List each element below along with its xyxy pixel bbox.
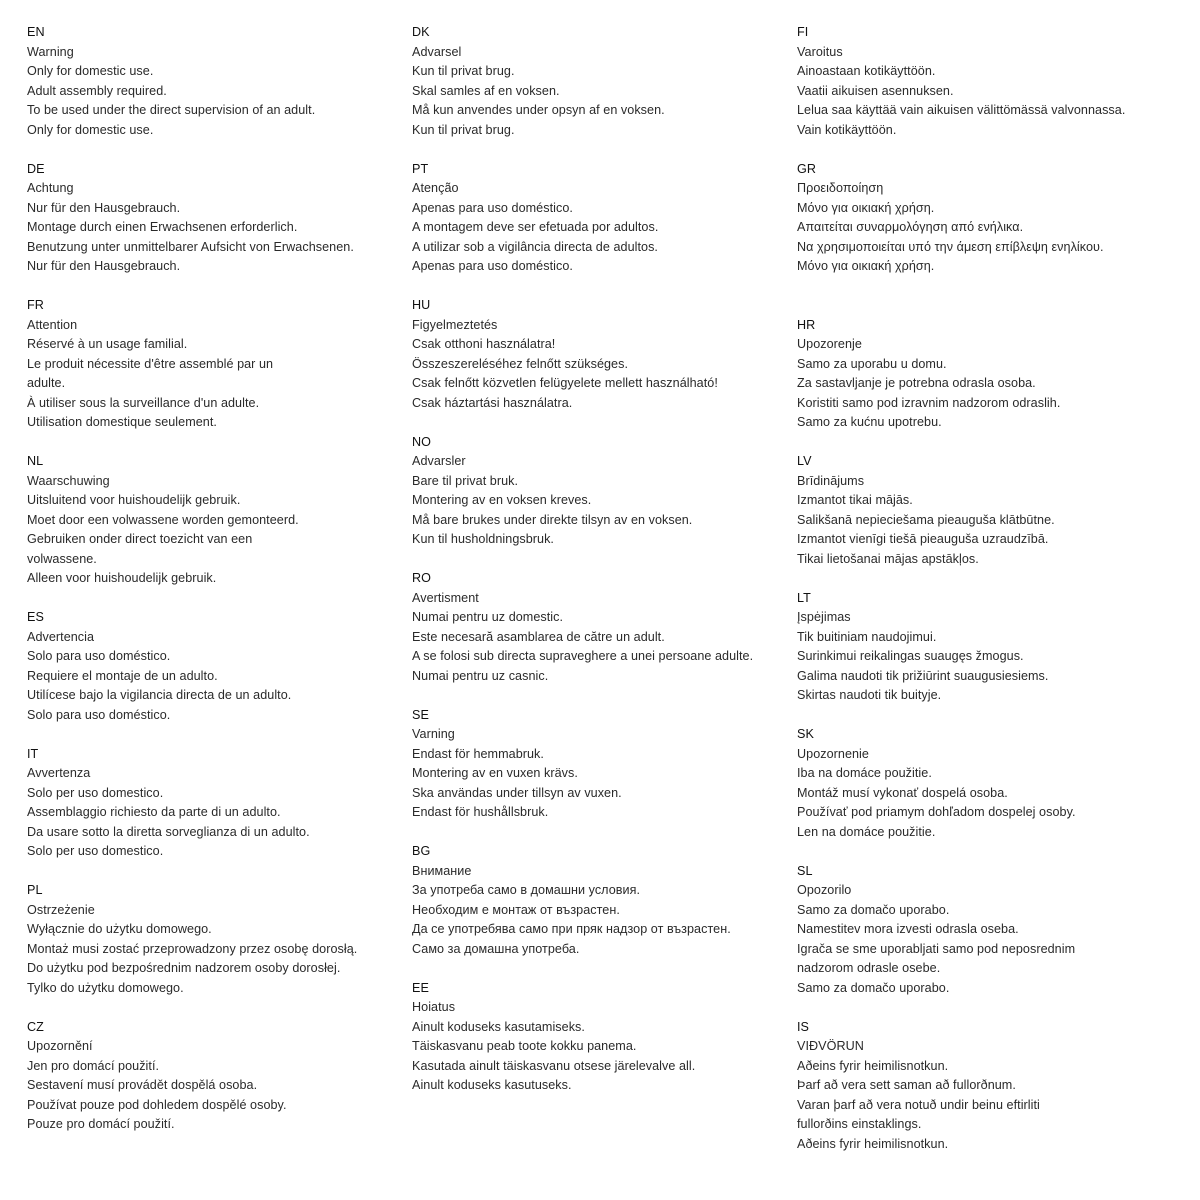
language-code: GR xyxy=(797,161,816,176)
warning-block-hr xyxy=(797,316,1187,433)
warning-text-line: Nur für den Hausgebrauch. xyxy=(27,259,181,273)
warning-block-bg xyxy=(412,842,787,959)
warning-text-line: Μόνο για οικιακή χρήση. xyxy=(797,259,935,273)
warning-text-line: Len na domáce použitie. xyxy=(797,824,936,839)
warning-block-de xyxy=(27,160,397,277)
language-code: PT xyxy=(412,161,429,176)
warning-text-line: Ainoastaan kotikäyttöön. xyxy=(797,64,936,78)
block-spacer xyxy=(797,433,1187,453)
warning-text-line: Aðeins fyrir heimilisnotkun. xyxy=(797,1058,949,1073)
warning-text-line: Wyłącznie do użytku domowego. xyxy=(27,922,212,936)
warning-heading: Внимание xyxy=(412,863,472,878)
warning-text-line: Iba na domáce použitie. xyxy=(797,766,932,780)
warning-text-line: Aðeins fyrir heimilisnotkun. xyxy=(797,1136,949,1151)
column-middle xyxy=(412,23,787,1096)
warning-heading: Προειδοποίηση xyxy=(797,181,884,195)
warning-text-line: Lelua saa käyttää vain aikuisen välittömässä valvonnassa. xyxy=(797,103,1126,117)
warning-text-line: Benutzung unter unmittelbarer Aufsicht von Erwachsenen. xyxy=(27,239,354,254)
warning-text-line: Solo para uso doméstico. xyxy=(27,707,171,722)
warning-heading: Upozorenje xyxy=(797,337,862,351)
warning-block-lv xyxy=(797,452,1187,569)
warning-text-line: Galima naudoti tik prižiūrint suaugusiesiems. xyxy=(797,668,1049,683)
block-spacer xyxy=(797,296,1187,316)
warning-text-line: Montáž musí vykonať dospelá osoba. xyxy=(797,785,1008,800)
warning-text-line: Да се употребява само при пряк надзор от възрастен. xyxy=(412,922,731,936)
block-spacer xyxy=(412,550,787,570)
warning-text-line: Pouze pro domácí použití. xyxy=(27,1117,175,1131)
warning-text-line: Utilisation domestique seulement. xyxy=(27,415,217,429)
warning-heading: Upozornění xyxy=(27,1039,93,1053)
column-left xyxy=(27,23,397,1135)
warning-block-nl xyxy=(27,452,397,589)
warning-text-line: Endast för hemmabruk. xyxy=(412,746,544,761)
language-code: SL xyxy=(797,863,813,878)
warning-text-line: Namestitev mora izvesti odrasla oseba. xyxy=(797,922,1019,936)
warning-text-line: Numai pentru uz casnic. xyxy=(412,668,549,683)
block-spacer xyxy=(797,140,1187,160)
warning-block-sk xyxy=(797,725,1187,842)
warning-text-line: Adult assembly required. xyxy=(27,83,167,98)
warning-text-line: Vain kotikäyttöön. xyxy=(797,122,897,137)
block-spacer xyxy=(27,589,397,609)
warning-heading: Figyelmeztetés xyxy=(412,317,498,332)
warning-text-line: Za sastavljanje je potrebna odrasla osoba. xyxy=(797,376,1036,390)
warning-text-line: Requiere el montaje de un adulto. xyxy=(27,668,218,683)
warning-text-line: Kun til privat brug. xyxy=(412,122,515,137)
warning-block-dk xyxy=(412,23,787,140)
warning-text-line: Samo za kućnu upotrebu. xyxy=(797,415,942,429)
block-spacer xyxy=(412,686,787,706)
warning-text-line: Používať pod priamym dohľadom dospelej osoby. xyxy=(797,805,1076,819)
warning-text-line: Réservé à un usage familial. xyxy=(27,337,188,351)
warning-heading: Upozornenie xyxy=(797,746,869,761)
warning-block-is xyxy=(797,1018,1187,1155)
warning-text-line: A se folosi sub directa supraveghere a unei persoane adulte. xyxy=(412,649,754,663)
warning-text-line: Kun til privat brug. xyxy=(412,64,515,78)
block-spacer xyxy=(27,862,397,882)
warning-text-line: Apenas para uso doméstico. xyxy=(412,200,573,215)
block-spacer xyxy=(412,959,787,979)
warning-text-line: Csak felnőtt közvetlen felügyelete mellett használható! xyxy=(412,376,718,390)
warning-block-cz xyxy=(27,1018,397,1135)
warning-text-line: À utiliser sous la surveillance d'un adulte. xyxy=(27,395,260,410)
warning-text-line: A utilizar sob a vigilância directa de adultos. xyxy=(412,239,658,254)
warning-text-line: Varan þarf að vera notuð undir beinu eftirliti xyxy=(797,1097,1040,1112)
language-code: SE xyxy=(412,707,429,722)
warning-text-line: volwassene. xyxy=(27,551,97,566)
warning-text-line: Utilícese bajo la vigilancia directa de un adulto. xyxy=(27,688,292,702)
warning-heading: Atenção xyxy=(412,181,459,195)
warning-heading: Avertisment xyxy=(412,590,479,605)
warning-block-pl xyxy=(27,881,397,998)
language-code: PL xyxy=(27,883,43,897)
warning-text-line: Jen pro domácí použití. xyxy=(27,1058,160,1073)
warning-text-line: A montagem deve ser efetuada por adultos. xyxy=(412,220,659,234)
warning-block-lt xyxy=(797,589,1187,706)
warning-heading: Warning xyxy=(27,44,74,59)
language-code: EE xyxy=(412,980,429,995)
warning-text-line: fullorðins einstaklings. xyxy=(797,1117,922,1131)
warning-text-line: adulte. xyxy=(27,376,66,390)
warning-text-line: Csak háztartási használatra. xyxy=(412,395,573,410)
warning-text-line: Tikai lietošanai mājas apstākļos. xyxy=(797,551,979,566)
warning-text-line: Montering av en vuxen krävs. xyxy=(412,766,578,780)
warning-text-line: Összeszereléséhez felnőtt szükséges. xyxy=(412,356,628,371)
block-spacer xyxy=(27,140,397,160)
block-spacer xyxy=(27,433,397,453)
warning-text-line: Montering av en voksen kreves. xyxy=(412,493,592,507)
language-code: LT xyxy=(797,590,811,605)
language-code: CZ xyxy=(27,1019,44,1034)
language-code: LV xyxy=(797,454,812,468)
warning-text-line: Izmantot tikai mājās. xyxy=(797,493,913,507)
warning-block-pt xyxy=(412,160,787,277)
warning-text-line: Surinkimui reikalingas suaugęs žmogus. xyxy=(797,649,1024,663)
warning-text-line: Ainult koduseks kasutamiseks. xyxy=(412,1019,585,1034)
warning-heading: Įspėjimas xyxy=(797,610,851,624)
warning-text-line: Må kun anvendes under opsyn af en voksen. xyxy=(412,103,665,117)
warning-text-line: Do użytku pod bezpośrednim nadzorem osoby dorosłej. xyxy=(27,961,341,975)
warning-heading: Waarschuwing xyxy=(27,473,110,488)
language-code: HR xyxy=(797,317,816,332)
warning-text-line: Ainult koduseks kasutuseks. xyxy=(412,1078,572,1092)
language-code: FR xyxy=(27,298,44,312)
warning-block-ee xyxy=(412,979,787,1096)
warning-text-line: Skal samles af en voksen. xyxy=(412,83,560,98)
warning-block-gr xyxy=(797,160,1187,277)
warning-text-line: Να χρησιμοποιείται υπό την άμεση επίβλεψη ενηλίκου. xyxy=(797,239,1104,254)
warning-text-line: Koristiti samo pod izravnim nadzorom odraslih. xyxy=(797,395,1061,410)
language-code: HU xyxy=(412,298,431,312)
warning-heading: Brīdinājums xyxy=(797,473,865,488)
warning-text-line: Þarf að vera sett saman að fullorðnum. xyxy=(797,1078,1016,1092)
warning-text-line: Solo para uso doméstico. xyxy=(27,649,171,663)
warning-block-sl xyxy=(797,862,1187,999)
block-spacer xyxy=(27,998,397,1018)
warning-text-line: Sestavení musí provádět dospělá osoba. xyxy=(27,1078,258,1092)
warning-heading: VIÐVÖRUN xyxy=(797,1039,864,1053)
language-code: FI xyxy=(797,25,809,39)
warning-text-line: Tik buitiniam naudojimui. xyxy=(797,629,937,644)
warning-text-line: Salikšanā nepieciešama pieauguša klātbūtne. xyxy=(797,512,1055,527)
block-spacer xyxy=(412,823,787,843)
warning-text-line: Da usare sotto la diretta sorveglianza di un adulto. xyxy=(27,824,310,839)
block-spacer xyxy=(412,413,787,433)
warning-text-line: Montage durch einen Erwachsenen erforderlich. xyxy=(27,220,298,234)
warning-heading: Achtung xyxy=(27,181,74,195)
warning-text-line: Uitsluitend voor huishoudelijk gebruik. xyxy=(27,493,241,507)
warning-text-line: Само за домашна употреба. xyxy=(412,941,580,956)
warning-text-line: Assemblaggio richiesto da parte di un adulto. xyxy=(27,805,281,819)
warning-block-en xyxy=(27,23,397,140)
block-spacer xyxy=(797,277,1187,297)
warning-block-se xyxy=(412,706,787,823)
language-code: RO xyxy=(412,571,431,585)
warning-text-line: Необходим е монтаж от възрастен. xyxy=(412,902,620,917)
block-spacer xyxy=(797,569,1187,589)
warning-text-line: За употреба само в домашни условия. xyxy=(412,883,641,897)
warning-heading: Advarsler xyxy=(412,454,466,468)
warning-heading: Advertencia xyxy=(27,629,95,644)
warning-text-line: Igrača se sme uporabljati samo pod neposrednim xyxy=(797,941,1076,956)
warning-text-line: Må bare brukes under direkte tilsyn av en voksen. xyxy=(412,512,693,527)
block-spacer xyxy=(797,706,1187,726)
warning-text-line: Απαιτείται συναρμολόγηση από ενήλικα. xyxy=(797,220,1024,234)
warning-text-line: Alleen voor huishoudelijk gebruik. xyxy=(27,571,217,585)
warning-text-line: Montaż musi zostać przeprowadzony przez osobę dorosłą. xyxy=(27,941,358,956)
language-code: NL xyxy=(27,454,44,468)
warning-text-line: Täiskasvanu peab toote kokku panema. xyxy=(412,1039,637,1053)
warning-heading: Varoitus xyxy=(797,44,843,59)
column-right xyxy=(797,23,1187,1154)
warning-text-line: Používat pouze pod dohledem dospělé osoby. xyxy=(27,1097,287,1112)
warning-text-line: Csak otthoni használatra! xyxy=(412,337,556,351)
warning-text-line: Moet door een volwassene worden gemonteerd. xyxy=(27,512,299,527)
block-spacer xyxy=(797,842,1187,862)
language-code: ES xyxy=(27,610,44,624)
language-code: IS xyxy=(797,1019,809,1034)
warning-heading: Opozorilo xyxy=(797,883,852,897)
warning-text-line: Nur für den Hausgebrauch. xyxy=(27,200,181,215)
language-code: NO xyxy=(412,434,431,449)
warning-text-line: Ska användas under tillsyn av vuxen. xyxy=(412,785,622,800)
block-spacer xyxy=(797,998,1187,1018)
warning-block-fi xyxy=(797,23,1187,140)
warning-text-line: Izmantot vienīgi tiešā pieauguša uzraudzībā. xyxy=(797,532,1049,546)
warning-text-line: To be used under the direct supervision of an adult. xyxy=(27,103,316,117)
warning-block-ro xyxy=(412,569,787,686)
warning-heading: Ostrzeżenie xyxy=(27,902,95,917)
warning-heading: Varning xyxy=(412,727,455,741)
warning-block-es xyxy=(27,608,397,725)
warning-text-line: Samo za uporabu u domu. xyxy=(797,356,947,371)
warning-text-line: Tylko do użytku domowego. xyxy=(27,980,184,995)
language-code: BG xyxy=(412,844,431,858)
language-code: DK xyxy=(412,25,430,39)
language-code: SK xyxy=(797,727,814,741)
warning-text-line: Kun til husholdningsbruk. xyxy=(412,532,554,546)
warning-text-line: Skirtas naudoti tik buityje. xyxy=(797,688,942,702)
warning-text-line: Samo za domačo uporabo. xyxy=(797,902,950,917)
warning-block-it xyxy=(27,745,397,862)
warning-text-line: Le produit nécessite d'être assemblé par un xyxy=(27,356,274,371)
block-spacer xyxy=(27,725,397,745)
warning-text-line: Gebruiken onder direct toezicht van een xyxy=(27,532,253,546)
block-spacer xyxy=(412,277,787,297)
language-code: IT xyxy=(27,746,39,761)
block-spacer xyxy=(412,140,787,160)
warning-text-line: Solo per uso domestico. xyxy=(27,844,164,858)
warning-text-line: Bare til privat bruk. xyxy=(412,473,519,488)
warning-heading: Avvertenza xyxy=(27,766,91,780)
language-code: DE xyxy=(27,161,45,176)
warning-block-hu xyxy=(412,296,787,413)
warning-block-no xyxy=(412,433,787,550)
warning-heading: Hoiatus xyxy=(412,1000,456,1014)
warning-text-line: Kasutada ainult täiskasvanu otsese järelevalve all. xyxy=(412,1058,696,1073)
warning-text-line: Solo per uso domestico. xyxy=(27,785,164,800)
warning-text-line: nadzorom odrasle osebe. xyxy=(797,961,941,975)
warning-text-line: Este necesară asamblarea de către un adult. xyxy=(412,629,665,644)
warning-text-line: Numai pentru uz domestic. xyxy=(412,610,564,624)
warning-text-line: Endast för hushållsbruk. xyxy=(412,805,549,819)
warning-heading: Attention xyxy=(27,317,78,332)
block-spacer xyxy=(27,277,397,297)
warning-text-line: Samo za domačo uporabo. xyxy=(797,980,950,995)
language-code: EN xyxy=(27,25,45,39)
warning-text-line: Μόνο για οικιακή χρήση. xyxy=(797,200,935,215)
warning-text-line: Only for domestic use. xyxy=(27,122,154,137)
warning-text-line: Apenas para uso doméstico. xyxy=(412,259,573,273)
warning-text-line: Only for domestic use. xyxy=(27,64,154,78)
warning-text-line: Vaatii aikuisen asennuksen. xyxy=(797,83,954,98)
warning-heading: Advarsel xyxy=(412,44,462,59)
warning-block-fr xyxy=(27,296,397,433)
